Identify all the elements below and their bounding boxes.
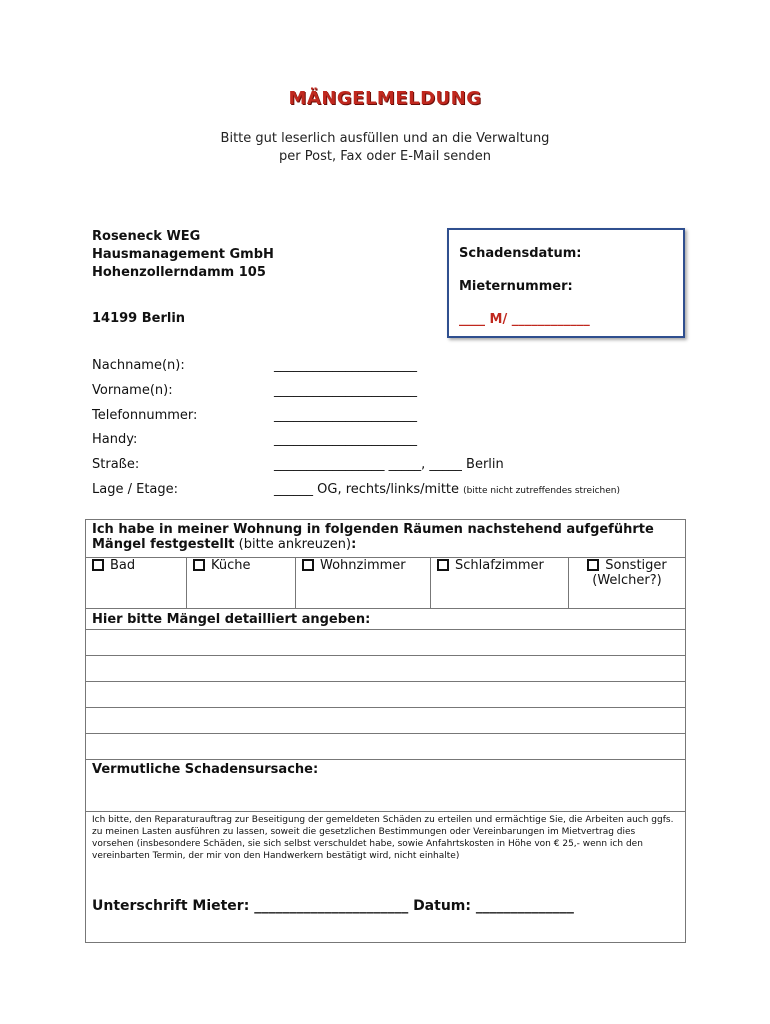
field-label-lage: Lage / Etage: (92, 482, 179, 497)
field-lage-note: (bitte nicht zutreffendes streichen) (463, 486, 620, 496)
room-option-label: Schlafzimmer (455, 558, 544, 573)
field-line-handy[interactable]: ______________________ (274, 432, 417, 447)
address-line-1: Roseneck WEG (92, 229, 201, 244)
info-box (447, 228, 685, 338)
room-option-wohnzimmer[interactable] (296, 558, 431, 609)
field-line-nachname[interactable]: ______________________ (274, 358, 417, 373)
rooms-heading-cell (86, 520, 686, 558)
signature-row (92, 898, 679, 914)
checkbox-icon[interactable] (587, 559, 599, 571)
field-label-handy: Handy: (92, 432, 138, 447)
rooms-heading-normal: (bitte ankreuzen) (234, 537, 352, 552)
field-line-telefon[interactable]: ______________________ (274, 408, 417, 423)
disclaimer-text: Ich bitte, den Reparaturauftrag zur Beseitigung der gemeldeten Schäden zu erteilen und ermächtige Sie, die Arbeiten auch ggfs. zu meinen Lasten ausführen zu lassen, soweit die gesetzlichen Bestimmungen oder Vereinbarungen im Mietvertrag dies vorsehen (insbesondere Schäden, sie sich selbst verschuldet habe, sowie Anfahrtskosten in Höhe von € 25,- wenn ich den vereinbarten Termin, der mir von den Handwerkern bestätigt wird, nicht einhalte) (92, 815, 674, 861)
field-line-lage[interactable] (274, 482, 620, 497)
rooms-heading-bold: Ich habe in meiner Wohnung in folgenden Räumen nachstehend aufgeführte Mängel festgestellt (92, 522, 654, 552)
room-option-bad[interactable] (86, 558, 187, 609)
cause-heading: Vermutliche Schadensursache: (92, 762, 319, 777)
field-label-strasse: Straße: (92, 457, 140, 472)
room-option-label: Wohnzimmer (320, 558, 406, 573)
mieternummer-field[interactable]: ____ M/ ____________ (459, 312, 590, 327)
date-line[interactable]: ______________ (475, 898, 574, 914)
room-option-kueche[interactable] (187, 558, 296, 609)
checkbox-icon[interactable] (193, 559, 205, 571)
room-option-schlafzimmer[interactable] (431, 558, 569, 609)
field-label-nachname: Nachname(n): (92, 358, 185, 373)
checkbox-icon[interactable] (92, 559, 104, 571)
field-label-vorname: Vorname(n): (92, 383, 173, 398)
subtitle-line-1: Bitte gut leserlich ausfüllen und an die Verwaltung (220, 131, 550, 146)
details-line-1[interactable] (86, 630, 686, 656)
schadensdatum-label: Schadensdatum: (459, 246, 582, 261)
room-option-hint: (Welcher?) (592, 573, 662, 588)
subtitle-line-2: per Post, Fax oder E-Mail senden (279, 149, 491, 164)
signature-line[interactable]: ______________________ (254, 898, 409, 914)
details-line-2[interactable] (86, 656, 686, 682)
checkbox-icon[interactable] (437, 559, 449, 571)
disclaimer-cell (86, 812, 686, 943)
details-heading: Hier bitte Mängel detailliert angeben: (86, 609, 686, 630)
room-option-label: Sonstiger (605, 558, 667, 573)
address-block (92, 228, 274, 282)
field-label-telefon: Telefonnummer: (92, 408, 198, 423)
details-line-4[interactable] (86, 708, 686, 734)
checkbox-icon[interactable] (302, 559, 314, 571)
signature-label: Unterschrift Mieter: (92, 898, 250, 914)
details-line-5[interactable] (86, 734, 686, 760)
field-line-vorname[interactable]: ______________________ (274, 383, 417, 398)
cause-field[interactable] (86, 760, 686, 812)
details-line-3[interactable] (86, 682, 686, 708)
room-option-label: Bad (110, 558, 136, 573)
room-option-sonstiger[interactable] (569, 558, 686, 609)
field-line-lage-value: ______ OG, rechts/links/mitte (274, 482, 460, 497)
damage-form-table (85, 519, 686, 943)
address-line-3: Hohenzollerndamm 105 (92, 265, 266, 280)
rooms-heading-colon: : (351, 537, 357, 552)
date-label: Datum: (413, 898, 471, 914)
document-title: MÄNGELMELDUNG (288, 88, 482, 109)
address-line-4: 14199 Berlin (92, 311, 186, 326)
mieternummer-label: Mieternummer: (459, 279, 573, 294)
room-option-label: Küche (211, 558, 251, 573)
field-line-strasse[interactable]: _________________ _____, _____ Berlin (274, 457, 504, 472)
address-line-2: Hausmanagement GmbH (92, 247, 274, 262)
